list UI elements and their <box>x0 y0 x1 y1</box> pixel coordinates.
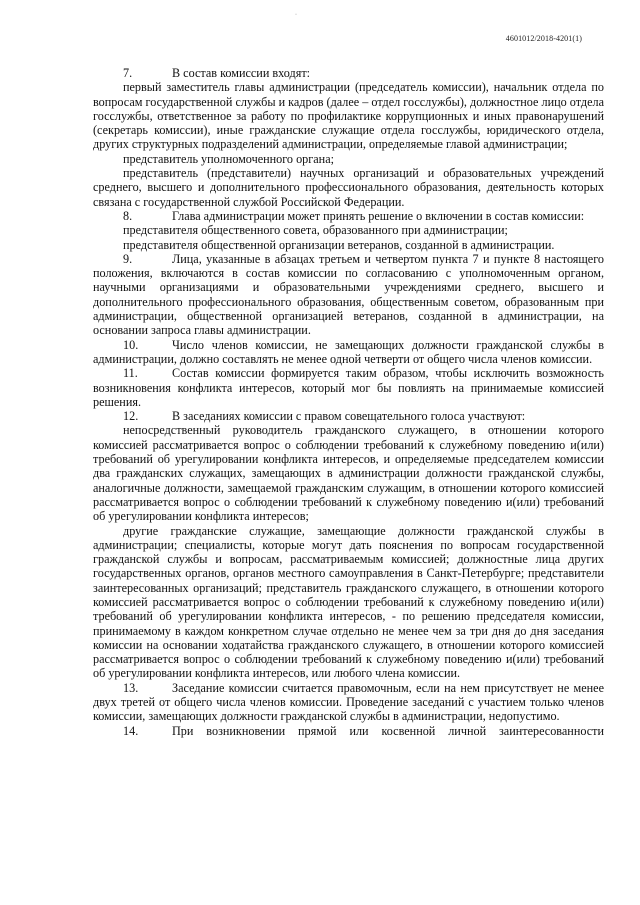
paragraph-13: 13. Заседание комиссии считается правомочным, если на нем присутствует не менее двух третей от общего числа членов комиссии. Проведение заседаний с участием только членов комиссии, замещающих должности гражданской службы в администрации, недопустимо. <box>93 680 604 724</box>
paragraph-14: 14. При возникновении прямой или косвенной личной заинтересованности <box>123 723 604 738</box>
paragraph-11: 11. Состав комиссии формируется таким образом, чтобы исключить возможность возникновения конфликта интересов, который мог бы повлиять на принимаемые комиссией решения. <box>93 366 604 409</box>
paragraph-12: 12. В заседаниях комиссии с правом совещательного голоса участвуют: <box>123 409 526 424</box>
scan-mark: · <box>295 12 297 18</box>
paragraph-8-item-1: представителя общественного совета, образованного при администрации; <box>123 223 508 238</box>
paragraph-7-item-2: представитель уполномоченного органа; <box>123 151 334 166</box>
paragraph-7: 7. В состав комиссии входят: <box>123 66 311 80</box>
paragraph-10: 10. Число членов комиссии, не замещающих должности гражданской службы в администрации, должно составлять не менее одной четверти от общего числа членов комиссии. <box>93 337 604 366</box>
document-body <box>93 66 604 738</box>
document-number: 4601012/2018-4201(1) <box>505 34 582 43</box>
paragraph-12-item-1: непосредственный руководитель гражданского служащего, в отношении которого комиссией рассматривается вопрос о соблюдении требований к служебному поведению и(или) требований об урегулировании конфликта интересов, и определяемые председателем комиссии два гражданских служащих, замещающих в администрации должности гражданской службы, аналогичные должности, замещаемой гражданским служащим, в отношении которого комиссией рассматривается вопрос о соблюдении требований к служебному поведению и(или) требований об урегулировании конфликта интересов; <box>93 423 604 524</box>
paragraph-12-item-2: другие гражданские служащие, замещающие должности гражданской службы в администрации; специалисты, которые могут дать пояснения по вопросам государственной гражданской службы и вопросам, рассматриваемым комиссией; должностные лица других государственных органов, органов местного самоуправления в Санкт-Петербурге; представители заинтересованных организаций; представитель гражданского служащего, в отношении которого комиссией рассматривается вопрос о соблюдении требований к служебному поведению и(или) требований об урегулировании конфликта интересов, - по решению председателя комиссии, принимаемому в каждом конкретном случае отдельно не менее чем за три дня до дня заседания комиссии на основании ходатайства гражданского служащего, в отношении которого комиссией рассматривается вопрос о соблюдении требований к служебному поведению и(или) требований об урегулировании конфликта интересов, или любого члена комиссии. <box>93 523 604 681</box>
paragraph-7-item-1: первый заместитель главы администрации (председатель комиссии), начальник отдела по вопросам государственной службы и кадров (далее – отдел госслужбы), должностное лицо отдела госслужбы, ответственное за работу по профилактике коррупционных и иных правонарушений (секретарь комиссии), иные гражданские служащие отдела госслужбы, юридического отдела, других структурных подразделений администрации, определяемые главой администрации; <box>93 80 604 152</box>
paragraph-9: 9. Лица, указанные в абзацах третьем и четвертом пункта 7 и пункте 8 настоящего положения, включаются в состав комиссии по согласованию с уполномоченным органом, научными организациями и образовательными учреждениями среднего, высшего и дополнительного профессионального образования, общественным советом, образованным при администрации, общественной организацией ветеранов, созданной в администрации, на основании запроса главы администрации. <box>93 251 604 338</box>
paragraph-8-item-2: представителя общественной организации ветеранов, созданной в администрации. <box>123 237 555 252</box>
paragraph-7-item-3: представитель (представители) научных организаций и образовательных учреждений среднего, высшего и дополнительного профессионального образования, деятельность которых связана с государственной службой Российской Федерации. <box>93 166 604 209</box>
paragraph-8: 8. Глава администрации может принять решение о включении в состав комиссии: <box>123 208 585 223</box>
